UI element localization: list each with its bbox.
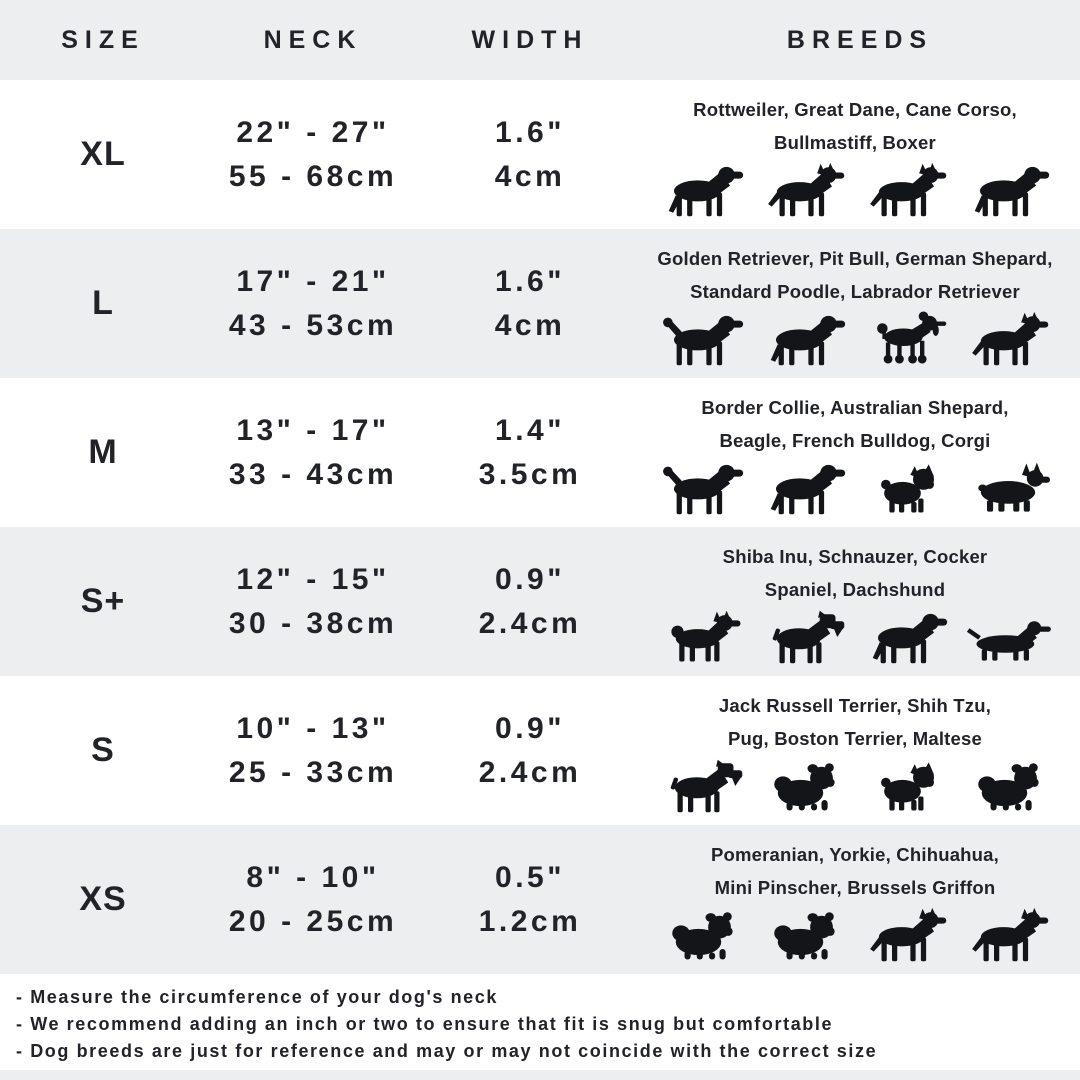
footnote-reference: - Dog breeds are just for reference and may or may not coincide with the correct size	[16, 1041, 878, 1061]
french-bulldog-icon	[860, 460, 952, 516]
golden-retriever-icon	[656, 311, 748, 367]
neck-measurement	[206, 558, 420, 646]
breed-names: Golden Retriever, Pit Bull, German Shepard, Standard Poodle, Labrador Retriever	[657, 248, 1053, 302]
breed-names: Pomeranian, Yorkie, Chihuahua, Mini Pinscher, Brussels Griffon	[710, 844, 1000, 898]
breeds-cell	[640, 229, 1080, 378]
breed-names: Border Collie, Australian Shepard, Beagle, French Bulldog, Corgi	[701, 397, 1009, 451]
yorkie-icon	[758, 907, 850, 963]
great-dane-icon	[758, 162, 850, 218]
rottweiler-icon	[656, 162, 748, 218]
neck-cm: 25 - 33cm	[228, 755, 398, 789]
pug-icon	[860, 758, 952, 814]
neck-cm: 43 - 53cm	[228, 308, 398, 342]
neck-inches: 8" - 10"	[246, 860, 380, 894]
table-row-s-plus	[0, 527, 1080, 676]
neck-inches: 22" - 27"	[236, 115, 390, 149]
neck-cm: 33 - 43cm	[228, 457, 398, 491]
table-row-l	[0, 229, 1080, 378]
labrador-icon	[758, 311, 850, 367]
corgi-icon	[962, 460, 1054, 516]
german-shepherd-icon	[962, 311, 1054, 367]
neck-inches: 12" - 15"	[236, 562, 390, 596]
neck-measurement	[206, 409, 420, 497]
pomeranian-icon	[656, 907, 748, 963]
footnotes	[0, 974, 1080, 1070]
size-label: M	[88, 433, 118, 471]
table-header-row	[0, 0, 1080, 80]
neck-cm: 30 - 38cm	[228, 606, 398, 640]
shih-tzu-icon	[758, 758, 850, 814]
jack-russell-icon	[656, 758, 748, 814]
table-row-xl	[0, 80, 1080, 229]
width-cm: 4cm	[494, 159, 566, 193]
width-inches: 0.9"	[495, 562, 565, 596]
table-row-s	[0, 676, 1080, 825]
neck-measurement	[206, 111, 420, 199]
footnote-measure: - Measure the circumference of your dog's neck	[16, 987, 499, 1007]
poodle-icon	[860, 311, 952, 367]
width-cm: 2.4cm	[478, 755, 582, 789]
breed-names: Rottweiler, Great Dane, Cane Corso, Bullmastiff, Boxer	[693, 99, 1017, 153]
neck-measurement	[206, 856, 420, 944]
header-width: WIDTH	[471, 25, 589, 54]
dog-silhouettes	[656, 162, 1054, 218]
dachshund-icon	[962, 609, 1054, 665]
size-label: XL	[80, 135, 126, 173]
cocker-spaniel-icon	[860, 609, 952, 665]
neck-cm: 20 - 25cm	[228, 904, 398, 938]
width-inches: 0.5"	[495, 860, 565, 894]
neck-inches: 10" - 13"	[236, 711, 390, 745]
header-neck: NECK	[263, 25, 363, 54]
australian-shepherd-icon	[656, 460, 748, 516]
bottom-strip	[0, 1070, 1080, 1080]
chihuahua-icon	[860, 907, 952, 963]
breed-names: Shiba Inu, Schnauzer, Cocker Spaniel, Dachshund	[722, 546, 988, 600]
table-row-m	[0, 378, 1080, 527]
footnote-recommend: - We recommend adding an inch or two to ensure that fit is snug but comfortable	[16, 1014, 834, 1034]
width-inches: 1.6"	[495, 264, 565, 298]
neck-inches: 17" - 21"	[236, 264, 390, 298]
breeds-cell	[640, 825, 1080, 974]
width-inches: 1.6"	[495, 115, 565, 149]
width-cm: 3.5cm	[478, 457, 582, 491]
width-measurement	[420, 409, 640, 497]
neck-measurement	[206, 260, 420, 348]
width-measurement	[420, 260, 640, 348]
width-measurement	[420, 707, 640, 795]
size-label: L	[92, 284, 114, 322]
width-cm: 2.4cm	[478, 606, 582, 640]
dog-silhouettes	[656, 460, 1054, 516]
table-row-xs	[0, 825, 1080, 974]
beagle-icon	[758, 460, 850, 516]
width-measurement	[420, 856, 640, 944]
schnauzer-icon	[758, 609, 850, 665]
breed-names: Jack Russell Terrier, Shih Tzu, Pug, Boston Terrier, Maltese	[718, 695, 992, 749]
dog-silhouettes	[656, 907, 1054, 963]
neck-cm: 55 - 68cm	[228, 159, 398, 193]
bullmastiff-icon	[962, 162, 1054, 218]
header-size: SIZE	[61, 25, 145, 54]
width-cm: 1.2cm	[478, 904, 582, 938]
neck-measurement	[206, 707, 420, 795]
breeds-cell	[640, 527, 1080, 676]
maltese-icon	[962, 758, 1054, 814]
breeds-cell	[640, 676, 1080, 825]
size-label: XS	[79, 880, 127, 918]
size-label: S+	[80, 582, 126, 620]
shiba-inu-icon	[656, 609, 748, 665]
width-measurement	[420, 558, 640, 646]
doberman-icon	[860, 162, 952, 218]
dog-silhouettes	[656, 609, 1054, 665]
width-inches: 1.4"	[495, 413, 565, 447]
neck-inches: 13" - 17"	[236, 413, 390, 447]
width-inches: 0.9"	[495, 711, 565, 745]
width-measurement	[420, 111, 640, 199]
size-label: S	[91, 731, 115, 769]
min-pin-icon	[962, 907, 1054, 963]
dog-silhouettes	[656, 311, 1054, 367]
breeds-cell	[640, 80, 1080, 229]
dog-silhouettes	[656, 758, 1054, 814]
header-breeds: BREEDS	[786, 25, 934, 54]
breeds-cell	[640, 378, 1080, 527]
width-cm: 4cm	[494, 308, 566, 342]
